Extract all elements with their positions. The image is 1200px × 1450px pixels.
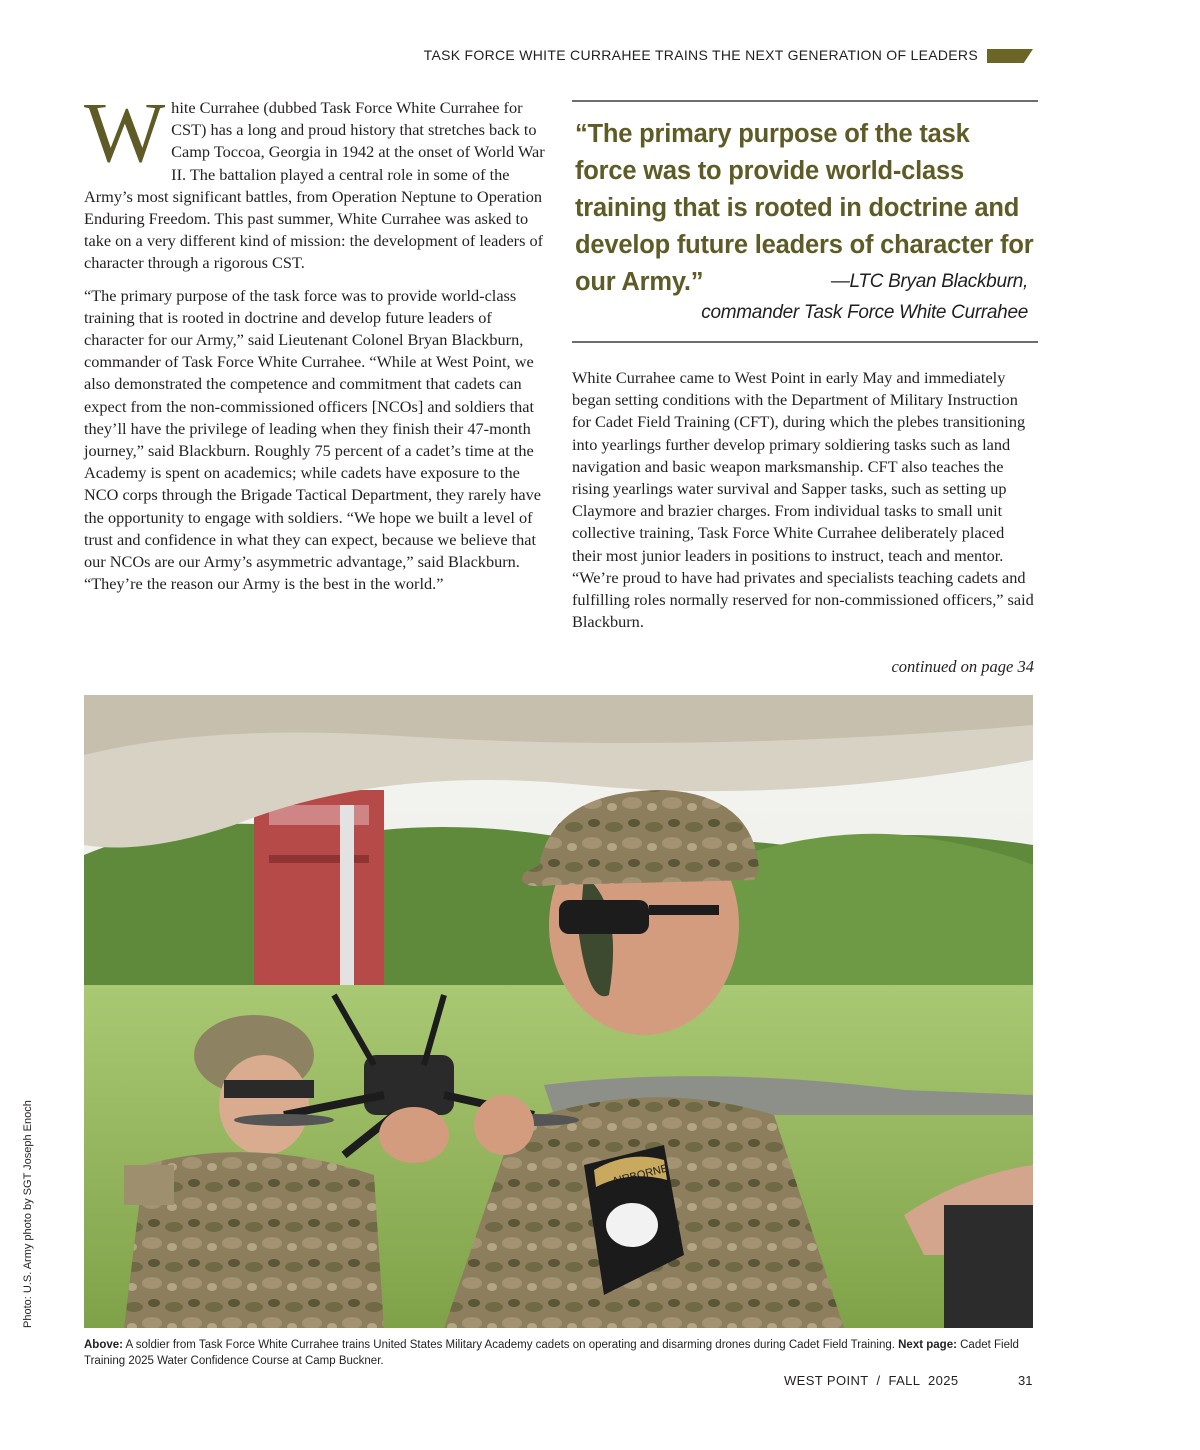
pull-quote (572, 100, 1038, 343)
article-paragraph: “The primary purpose of the task force was to provide world-class training that is rooted in doctrine and develop future leaders of character for our Army,” said Lieutenant Colonel Bryan Blackburn, commander of Task Force White Currahee. “While at West Point, we also demonstrated the competence and commitment that cadets can expect from the non-commissioned officers [NCOs] and soldiers that they’ll have the privilege of leading when they finish their 47-month journey,” said Blackburn. Roughly 75 percent of a cadet’s time at the Academy is spent on academics; while cadets have exposure to the NCO corps through the Brigade Tactical Department, they rarely have the opportunity to engage with soldiers. “We hope we built a level of trust and confidence in what they can expect, because we believe that our NCOs are our Army’s asymmetric advantage,” said Blackburn. “They’re the reason our Army is the best in the world.” (84, 285, 541, 594)
continued-note: continued on page 34 (891, 657, 1034, 676)
caption-label-next-page: Next page: (898, 1339, 957, 1351)
article-paragraph (84, 84, 548, 275)
caption-text-next-page: Cadet Field Training 2025 Water Confidence Course at Camp Buckner. (84, 1339, 1019, 1367)
caption-label-above: Above: (84, 1339, 123, 1351)
photo-caption (84, 1337, 1036, 1369)
airborne-patch-text: AIRBORNE (610, 1162, 670, 1189)
article-right-column (572, 367, 1034, 633)
pull-quote-text: “The primary purpose of the task force was to provide world-class training that is rooted in doctrine and develop future leaders of character for our Army.” (575, 120, 1034, 296)
article-photo (84, 695, 1033, 1328)
article-left-column (84, 84, 548, 605)
soldier-drone-photo (84, 695, 1033, 1328)
running-head: TASK FORCE WHITE CURRAHEE TRAINS THE NEXT GENERATION OF LEADERS (423, 47, 978, 63)
page-number: 31 (1018, 1373, 1033, 1388)
pull-quote-attribution: —LTC Bryan Blackburn, (830, 271, 1028, 292)
drop-cap: W (84, 84, 166, 180)
photo-credit: Photo: U.S. Army photo by SGT Joseph Enoch (22, 1100, 34, 1328)
footer-publication: WEST POINT / FALL 2025 (784, 1373, 959, 1388)
caption-text-above: A soldier from Task Force White Currahee trains United States Military Academy cadets on operating and disarming drones during Cadet Field Training. (122, 1339, 899, 1351)
header-accent-bar (987, 49, 1033, 63)
paragraph-text: hite Currahee (dubbed Task Force White Currahee for CST) has a long and proud history that stretches back to Camp Toccoa, Georgia in 1942 at the onset of World War II. The battalion played a central role in some of the Army’s most significant battles, from Operation Neptune to Operation Enduring Freedom. This past summer, White Currahee was asked to take on a very different kind of mission: the development of leaders of character through a rigorous CST. (84, 98, 545, 273)
pull-quote-attribution-title: commander Task Force White Currahee (701, 302, 1028, 323)
article-paragraph: White Currahee came to West Point in early May and immediately began setting conditions with the Department of Military Instruction for Cadet Field Training (CFT), during which the plebes transitioning into yearlings further develop primary soldiering tasks such as land navigation and basic weapon marksmanship. CFT also teaches the rising yearlings water survival and Sapper tasks, such as setting up Claymore and brazier charges. From individual tasks to small unit collective training, Task Force White Currahee deliberately placed their most junior leaders in positions to instruct, teach and mentor. “We’re proud to have had privates and specialists teaching cadets and fulfilling roles normally reserved for non-commissioned officers,” said Blackburn. (572, 368, 1034, 632)
